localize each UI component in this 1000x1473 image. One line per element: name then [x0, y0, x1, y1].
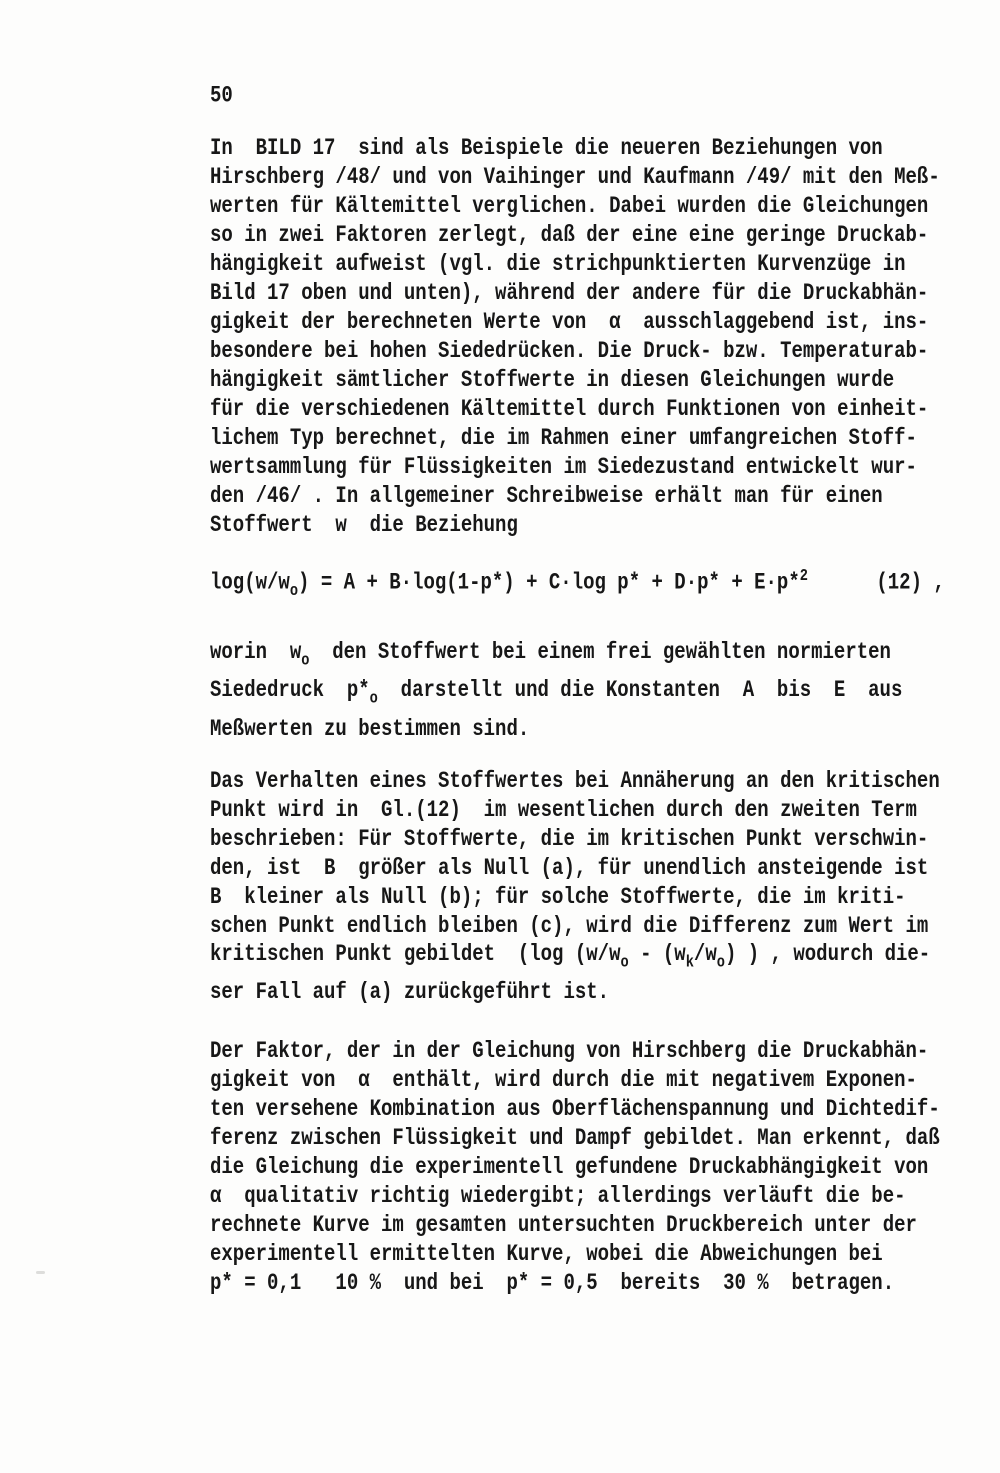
- text-segment: beschrieben: Für Stoffwerte, die im kritischen Punkt verschwin-: [210, 825, 929, 853]
- text-segment: α qualitativ richtig wiedergibt; allerdings verläuft die be-: [210, 1182, 906, 1209]
- scan-artifact: [36, 1271, 45, 1274]
- sub-text: k: [685, 954, 694, 974]
- text-segment: - (w: [628, 941, 686, 968]
- text-segment: für die verschiedenen Kältemittel durch Funktionen von einheit-: [210, 395, 929, 423]
- text-segment: wertsammlung für Flüssigkeiten im Siedezustand entwickelt wur-: [210, 453, 917, 481]
- text-segment: lichem Typ berechnet, die im Rahmen einer umfangreichen Stoff-: [210, 424, 917, 452]
- text-segment: /w: [693, 941, 717, 968]
- text-line: [210, 1265, 980, 1300]
- text-segment: den /46/ . In allgemeiner Schreibweise erhält man für einen: [210, 482, 883, 510]
- sup-text: 2: [799, 567, 808, 587]
- sub-text: o: [301, 652, 310, 671]
- text-segment: die Gleichung die experimentell gefundene Druckabhängigkeit von: [210, 1153, 929, 1180]
- text-segment: hängigkeit sämtlicher Stoffwerte in diesen Gleichungen wurde: [210, 366, 895, 394]
- text-segment: (12) ,: [807, 568, 945, 596]
- text-segment: besondere bei hohen Siededrücken. Die Druck- bzw. Temperaturab-: [210, 337, 929, 365]
- text-line: [210, 711, 980, 749]
- text-line: [210, 974, 980, 1009]
- text-segment: experimentell ermittelten Kurve, wobei die Abweichungen bei: [210, 1240, 883, 1267]
- paragraph-faktor: [210, 1037, 980, 1298]
- text-segment: hängigkeit aufweist (vgl. die strichpunktierten Kurvenzüge in: [210, 250, 906, 278]
- sub-text: o: [369, 690, 378, 709]
- text-segment: ) ) , wodurch die-: [724, 941, 931, 968]
- paragraph-verhalten: [210, 767, 980, 1006]
- text-segment: gigkeit von α enthält, wird durch die mit negativem Exponen-: [210, 1066, 917, 1093]
- text-segment: Bild 17 oben und unten), während der andere für die Druckabhän-: [210, 279, 929, 307]
- text-segment: Das Verhalten eines Stoffwertes bei Annäherung an den kritischen: [210, 767, 940, 795]
- text-segment: In BILD 17 sind als Beispiele die neueren Beziehungen von: [210, 134, 883, 162]
- text-segment: ferenz zwischen Flüssigkeit und Dampf gebildet. Man erkennt, daß: [210, 1124, 940, 1151]
- paragraph-intro: [210, 134, 980, 540]
- text-segment: ) = A + B·log(1-p*) + C·log p* + D·p* + E·p*: [298, 568, 800, 596]
- text-segment: rechnete Kurve im gesamten untersuchten Druckbereich unter der: [210, 1211, 917, 1238]
- page-content: [210, 134, 980, 1298]
- text-line: [210, 508, 980, 543]
- text-segment: ser Fall auf (a) zurückgeführt ist.: [210, 978, 610, 1005]
- text-segment: Hirschberg /48/ und von Vaihinger und Kaufmann /49/ mit den Meß-: [210, 163, 940, 191]
- text-segment: log(w/w: [210, 568, 290, 596]
- page-number: 50: [210, 82, 233, 109]
- text-segment: so in zwei Faktoren zerlegt, daß der eine eine geringe Druckab-: [210, 221, 929, 249]
- text-segment: schen Punkt endlich bleiben (c), wird die Differenz zum Wert im: [210, 912, 929, 940]
- text-segment: ten versehene Kombination aus Oberflächenspannung und Dichtedif-: [210, 1095, 940, 1122]
- text-segment: gigkeit der berechneten Werte von α ausschlaggebend ist, ins-: [210, 308, 929, 336]
- text-segment: werten für Kältemittel verglichen. Dabei wurden die Gleichungen: [210, 192, 929, 220]
- text-segment: p* = 0,1 10 % und bei p* = 0,5 bereits 30 % betragen.: [210, 1269, 895, 1296]
- text-segment: Siededruck p*: [210, 676, 370, 704]
- text-segment: darstellt und die Konstanten A bis E aus: [377, 676, 903, 704]
- equation-12: [210, 564, 980, 606]
- sub-text: o: [289, 582, 299, 601]
- text-segment: den, ist B größer als Null (a), für unendlich ansteigende ist: [210, 854, 929, 882]
- sub-text: o: [716, 954, 725, 974]
- text-line: [210, 559, 980, 610]
- paragraph-worin: [210, 638, 980, 745]
- text-segment: worin w: [210, 638, 302, 666]
- text-segment: Der Faktor, der in der Gleichung von Hirschberg die Druckabhän-: [210, 1037, 929, 1064]
- sub-text: o: [620, 954, 629, 974]
- text-segment: den Stoffwert bei einem frei gewählten normierten: [309, 638, 891, 666]
- text-segment: B kleiner als Null (b); für solche Stoffwerte, die im kriti-: [210, 883, 906, 911]
- text-segment: Meßwerten zu bestimmen sind.: [210, 715, 530, 743]
- text-segment: Punkt wird in Gl.(12) im wesentlichen durch den zweiten Term: [210, 796, 917, 824]
- text-segment: Stoffwert w die Beziehung: [210, 511, 518, 539]
- text-segment: kritischen Punkt gebildet (log (w/w: [210, 941, 621, 968]
